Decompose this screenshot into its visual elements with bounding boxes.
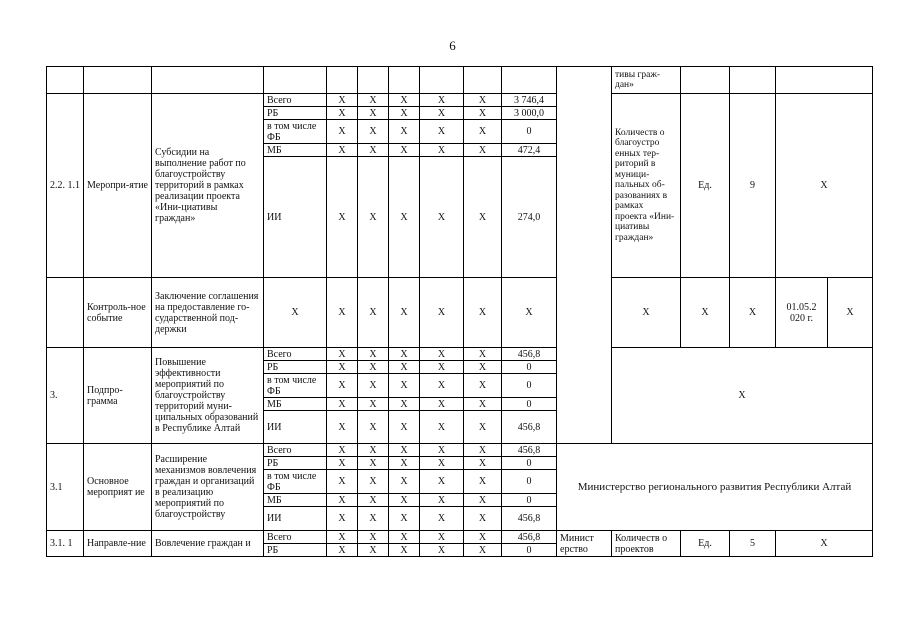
x-mark: Х xyxy=(464,278,502,348)
x-mark: Х xyxy=(389,398,420,411)
row-type: Направле-ние xyxy=(84,531,152,557)
x-mark: Х xyxy=(420,144,464,157)
x-mark: Х xyxy=(420,507,464,531)
funding-source: Всего xyxy=(264,531,327,544)
x-mark: Х xyxy=(389,494,420,507)
funding-total: 456,8 xyxy=(502,348,557,361)
x-mark: Х xyxy=(389,348,420,361)
indicator-continuation: тивы граж-дан» xyxy=(612,67,681,94)
indicator-value: 9 xyxy=(730,94,776,278)
x-mark: Х xyxy=(420,348,464,361)
row-number: 2.2. 1.1 xyxy=(47,94,84,278)
funding-total: 456,8 xyxy=(502,444,557,457)
funding-total: 0 xyxy=(502,120,557,144)
funding-total: 0 xyxy=(502,374,557,398)
x-mark: Х xyxy=(464,531,502,544)
table-row xyxy=(47,94,873,107)
x-mark: Х xyxy=(358,120,389,144)
x-mark: Х xyxy=(327,348,358,361)
x-mark: Х xyxy=(389,470,420,494)
x-mark: Х xyxy=(464,120,502,144)
row-number: 3.1 xyxy=(47,444,84,531)
x-mark: Х xyxy=(420,398,464,411)
x-mark: Х xyxy=(420,278,464,348)
x-mark: Х xyxy=(420,531,464,544)
x-mark: Х xyxy=(358,348,389,361)
x-mark: Х xyxy=(420,411,464,444)
x-mark: Х xyxy=(420,457,464,470)
row-name: Заключение соглашения на предоставление го-сударственной под-держки xyxy=(152,278,264,348)
funding-source: Всего xyxy=(264,444,327,457)
funding-source: в том числе ФБ xyxy=(264,470,327,494)
x-mark: Х xyxy=(389,278,420,348)
row-number: 3. xyxy=(47,348,84,444)
x-mark: Х xyxy=(358,531,389,544)
row-name: Субсидии на выполнение работ по благоустройству территорий в рамках реализации проекта «Ини-циативы граждан» xyxy=(152,94,264,278)
x-mark: Х xyxy=(464,411,502,444)
x-mark: Х xyxy=(420,494,464,507)
funding-source: Всего xyxy=(264,348,327,361)
x-mark: Х xyxy=(464,544,502,557)
funding-total: 3 000,0 xyxy=(502,107,557,120)
x-mark: Х xyxy=(327,361,358,374)
x-mark: Х xyxy=(327,94,358,107)
x-mark: Х xyxy=(464,398,502,411)
x-mark: Х xyxy=(612,348,873,444)
funding-source: РБ xyxy=(264,107,327,120)
funding-source: МБ xyxy=(264,398,327,411)
x-mark: Х xyxy=(327,144,358,157)
x-mark: Х xyxy=(327,120,358,144)
x-mark: Х xyxy=(389,157,420,278)
x-mark: Х xyxy=(389,144,420,157)
x-mark: Х xyxy=(730,278,776,348)
row-type: Контроль-ное событие xyxy=(84,278,152,348)
empty-cell xyxy=(47,67,84,94)
empty-cell xyxy=(730,67,776,94)
indicator-unit: Ед. xyxy=(681,531,730,557)
x-mark: Х xyxy=(358,278,389,348)
funding-total: 274,0 xyxy=(502,157,557,278)
x-mark: Х xyxy=(420,544,464,557)
x-mark: Х xyxy=(327,444,358,457)
control-date: 01.05.2 020 г. xyxy=(776,278,828,348)
x-mark: Х xyxy=(327,398,358,411)
x-mark: Х xyxy=(358,494,389,507)
x-mark: Х xyxy=(464,107,502,120)
funding-total: 0 xyxy=(502,398,557,411)
funding-total: 0 xyxy=(502,544,557,557)
x-mark: Х xyxy=(327,278,358,348)
funding-source: Всего xyxy=(264,94,327,107)
x-mark: Х xyxy=(828,278,873,348)
x-mark: Х xyxy=(327,457,358,470)
x-mark: Х xyxy=(502,278,557,348)
empty-cell xyxy=(420,67,464,94)
x-mark: Х xyxy=(327,531,358,544)
funding-total: 456,8 xyxy=(502,411,557,444)
x-mark: Х xyxy=(327,544,358,557)
x-mark: Х xyxy=(358,544,389,557)
funding-total: 0 xyxy=(502,494,557,507)
x-mark: Х xyxy=(420,157,464,278)
x-mark: Х xyxy=(420,107,464,120)
funding-source: РБ xyxy=(264,457,327,470)
empty-cell xyxy=(502,67,557,94)
x-mark: Х xyxy=(327,470,358,494)
x-mark: Х xyxy=(327,507,358,531)
x-mark: Х xyxy=(464,470,502,494)
x-mark: Х xyxy=(420,444,464,457)
x-mark: Х xyxy=(327,411,358,444)
x-mark: Х xyxy=(464,94,502,107)
x-mark: Х xyxy=(420,94,464,107)
x-mark: Х xyxy=(420,361,464,374)
funding-source: МБ xyxy=(264,494,327,507)
x-mark: Х xyxy=(776,531,873,557)
x-mark: Х xyxy=(389,94,420,107)
x-mark: Х xyxy=(358,398,389,411)
indicator-name: Количеств о проектов xyxy=(612,531,681,557)
indicator-value: 5 xyxy=(730,531,776,557)
funding-source: в том числе ФБ xyxy=(264,374,327,398)
empty-cell xyxy=(389,67,420,94)
x-mark: Х xyxy=(464,444,502,457)
empty-cell xyxy=(776,67,873,94)
row-type: Меропри-ятие xyxy=(84,94,152,278)
empty-cell xyxy=(264,67,327,94)
x-mark: Х xyxy=(358,411,389,444)
empty-cell xyxy=(152,67,264,94)
x-mark: Х xyxy=(420,374,464,398)
x-mark: Х xyxy=(358,457,389,470)
funding-source: РБ xyxy=(264,361,327,374)
x-mark: Х xyxy=(389,374,420,398)
x-mark: Х xyxy=(464,361,502,374)
x-mark: Х xyxy=(264,278,327,348)
x-mark: Х xyxy=(389,107,420,120)
x-mark: Х xyxy=(358,374,389,398)
funding-total: 456,8 xyxy=(502,507,557,531)
x-mark: Х xyxy=(327,494,358,507)
table-row xyxy=(47,531,873,544)
x-mark: Х xyxy=(389,120,420,144)
x-mark: Х xyxy=(358,157,389,278)
x-mark: Х xyxy=(358,444,389,457)
indicator-name: Количеств о благоустро енных тер-риторий в муници-пальных об-разованиях в рамках проекта «Ини-циативы граждан» xyxy=(612,94,681,278)
funding-total: 0 xyxy=(502,361,557,374)
x-mark: Х xyxy=(358,470,389,494)
x-mark: Х xyxy=(464,494,502,507)
x-mark: Х xyxy=(389,444,420,457)
x-mark: Х xyxy=(358,361,389,374)
funding-source: ИИ xyxy=(264,507,327,531)
x-mark: Х xyxy=(327,107,358,120)
x-mark: Х xyxy=(464,457,502,470)
x-mark: Х xyxy=(389,544,420,557)
x-mark: Х xyxy=(389,507,420,531)
x-mark: Х xyxy=(420,470,464,494)
empty-cell xyxy=(464,67,502,94)
table-row xyxy=(47,348,873,361)
funding-total: 472,4 xyxy=(502,144,557,157)
x-mark: Х xyxy=(464,144,502,157)
x-mark: Х xyxy=(358,507,389,531)
x-mark: Х xyxy=(681,278,730,348)
funding-source: РБ xyxy=(264,544,327,557)
page-number: 6 xyxy=(449,38,456,53)
x-mark: Х xyxy=(420,120,464,144)
x-mark: Х xyxy=(464,507,502,531)
x-mark: Х xyxy=(776,94,873,278)
funding-source: МБ xyxy=(264,144,327,157)
row-name: Вовлечение граждан и xyxy=(152,531,264,557)
x-mark: Х xyxy=(464,374,502,398)
funding-source: ИИ xyxy=(264,157,327,278)
x-mark: Х xyxy=(327,157,358,278)
x-mark: Х xyxy=(327,374,358,398)
funding-total: 3 746,4 xyxy=(502,94,557,107)
executor-name: Минист ерство xyxy=(557,531,612,557)
empty-cell xyxy=(84,67,152,94)
row-name: Расширение механизмов вовлечения граждан и организаций в реализацию мероприятий по благоустройству xyxy=(152,444,264,531)
indicator-unit: Ед. xyxy=(681,94,730,278)
table-row xyxy=(47,67,873,94)
funding-source: ИИ xyxy=(264,411,327,444)
funding-source: в том числе ФБ xyxy=(264,120,327,144)
table-row xyxy=(47,278,873,348)
executor-name: Министерство регионального развития Республики Алтай xyxy=(557,444,873,531)
funding-total: 0 xyxy=(502,470,557,494)
x-mark: Х xyxy=(358,94,389,107)
row-name: Повышение эффективности мероприятий по благоустройству территорий муни-ципальных образований в Республике Алтай xyxy=(152,348,264,444)
x-mark: Х xyxy=(389,361,420,374)
row-number: 3.1. 1 xyxy=(47,531,84,557)
empty-cell xyxy=(681,67,730,94)
program-table xyxy=(46,66,873,557)
x-mark: Х xyxy=(358,144,389,157)
empty-cell xyxy=(47,278,84,348)
table-row xyxy=(47,444,873,457)
funding-total: 456,8 xyxy=(502,531,557,544)
empty-cell xyxy=(358,67,389,94)
funding-total: 0 xyxy=(502,457,557,470)
x-mark: Х xyxy=(389,531,420,544)
row-type: Основное мероприят ие xyxy=(84,444,152,531)
x-mark: Х xyxy=(389,411,420,444)
x-mark: Х xyxy=(389,457,420,470)
empty-cell xyxy=(327,67,358,94)
x-mark: Х xyxy=(358,107,389,120)
x-mark: Х xyxy=(464,157,502,278)
x-mark: Х xyxy=(464,348,502,361)
x-mark: Х xyxy=(612,278,681,348)
executor-cell-empty xyxy=(557,67,612,398)
row-type: Подпро-грамма xyxy=(84,348,152,444)
